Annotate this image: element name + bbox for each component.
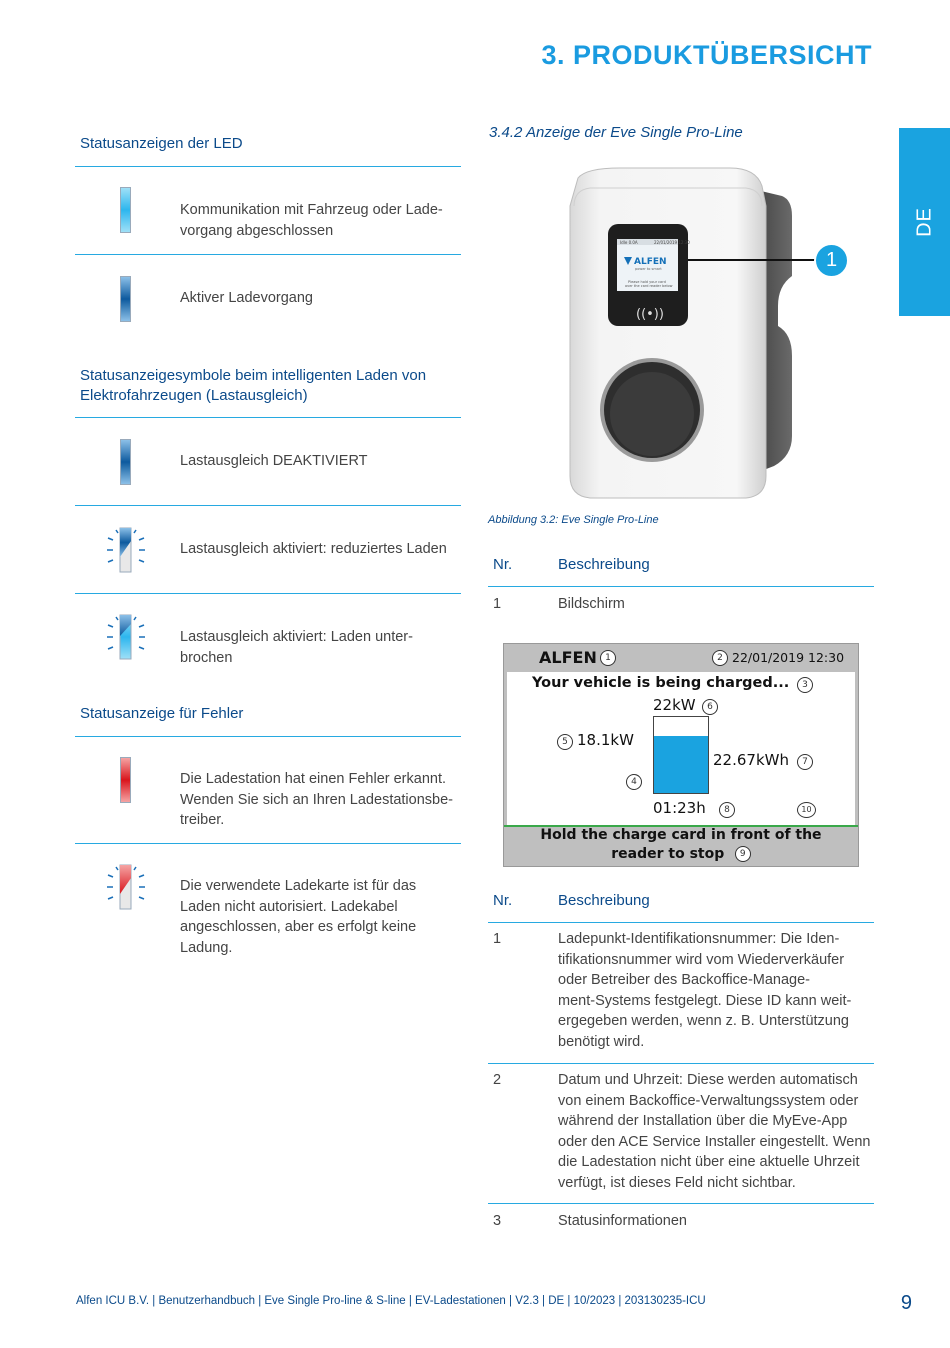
led-blink-interrupted-icon: [104, 614, 148, 660]
device-top-right: 22/01/2019 12:30: [654, 240, 690, 245]
table2-row-desc: Ladepunkt-Identifikationsnummer: Die Iden- tifikationsnummer wird vom Wiederverkäufer oder Betreiber des Backoffice-Manage- ment-Systems festgelegt. Diese ID kann weit- ergegeben werden, wenn z. B. Unterstützung benötigt wird.: [558, 931, 852, 1050]
table2-row-nr: 2: [493, 1072, 502, 1088]
screen-time: 01:23h: [653, 799, 706, 817]
screen-energy: 22.67kWh: [713, 751, 789, 769]
screen-footer-line1: Hold the charge card in front of the: [540, 827, 822, 843]
smart-row-text: Lastausgleich DEAKTIVIERT: [180, 453, 368, 469]
device-top-left: Idle 0.0A: [620, 240, 638, 245]
device-brand: ALFEN: [634, 257, 667, 267]
table2-header-desc: Beschreibung: [558, 892, 650, 909]
nfc-icon: ((•)): [636, 307, 664, 322]
screen-footer-line2-row: [504, 845, 858, 863]
screen-footer-line2: reader to stop: [611, 846, 725, 862]
screen-status: Your vehicle is being charged...: [532, 675, 790, 691]
divider: [488, 1203, 874, 1204]
table2-row-desc: Datum und Uhrzeit: Diese werden automatisch von einem Backoffice-Verwaltungssystem oder während der Installation über die MyEve-App oder den ACE Service Installer eingestellt. Wenn die Ladestation nicht über eine aktuelle Uhrzeit verfügt, ist dieses Feld nicht sichtbar.: [558, 1072, 871, 1191]
divider: [75, 254, 461, 255]
error-heading: Statusanzeige für Fehler: [80, 705, 244, 722]
table1-row-desc: Bildschirm: [558, 596, 625, 612]
table2-row-nr: 1: [493, 931, 502, 947]
charger-device-illustration: [560, 166, 850, 506]
led-blue-bar-icon: [120, 439, 131, 485]
led-cyan-bar-icon: [120, 187, 131, 233]
table2-header-nr: Nr.: [493, 892, 513, 909]
led-blink-reduced-icon: [104, 527, 148, 573]
led-blue-bar-icon: [120, 276, 131, 322]
marker-4: 4: [626, 774, 642, 790]
charge-level-fill: [654, 736, 708, 793]
marker-6: 6: [702, 699, 718, 715]
led-heading: Statusanzeigen der LED: [80, 135, 243, 152]
screen-content-area: [507, 672, 855, 826]
smart-charging-heading: Statusanzeigesymbole beim intelligenten Laden von Elektrofahrzeugen (Lastausgleich): [80, 367, 427, 404]
device-screen-line1: Please hold your card: [628, 280, 666, 284]
led-red-bar-icon: [120, 757, 131, 803]
divider: [75, 166, 461, 167]
divider: [488, 1063, 874, 1064]
page-number: 9: [900, 1292, 912, 1314]
error-row-text: Die Ladestation hat einen Fehler erkannt. Wenden Sie sich an Ihren Ladestationsbe- treiber.: [180, 771, 453, 828]
screen-date: 22/01/2019 12:30: [732, 650, 845, 665]
divider: [75, 505, 461, 506]
divider: [488, 922, 874, 923]
error-row-text: Die verwendete Ladekarte ist für das Laden nicht autorisiert. Ladekabel angeschlossen, aber es erfolgt keine Ladung.: [180, 878, 417, 956]
smart-row-text: Lastausgleich aktiviert: reduziertes Laden: [180, 541, 447, 557]
table2-row-nr: 3: [493, 1213, 502, 1229]
device-tagline: power to smart: [635, 267, 662, 271]
section-heading-3-4-2: 3.4.2 Anzeige der Eve Single Pro-Line: [489, 124, 743, 141]
smart-row-text: Lastausgleich aktiviert: Laden unter- brochen: [180, 629, 413, 666]
marker-7: 7: [797, 754, 813, 770]
screen-current: 18.1kW: [577, 731, 634, 749]
language-tab: [899, 128, 950, 316]
marker-3: 3: [797, 677, 813, 693]
divider: [75, 736, 461, 737]
marker-5: 5: [557, 734, 573, 750]
divider: [75, 843, 461, 844]
marker-10: 10: [797, 802, 816, 818]
table2-row-desc: Statusinformationen: [558, 1213, 687, 1229]
table1-row-nr: 1: [493, 596, 502, 612]
divider: [75, 593, 461, 594]
divider: [488, 586, 874, 587]
screen-power: 22kW: [653, 696, 696, 714]
marker-9: 9: [735, 846, 751, 862]
marker-8: 8: [719, 802, 735, 818]
page-title: 3. PRODUKTÜBERSICHT: [541, 40, 872, 70]
marker-1: 1: [600, 650, 616, 666]
table1-header-desc: Beschreibung: [558, 556, 650, 573]
led-row-text: Kommunikation mit Fahrzeug oder Lade- vorgang abgeschlossen: [180, 202, 443, 239]
charge-level-bar: [653, 716, 709, 794]
device-screen-line2: over the card reader below: [625, 284, 673, 288]
language-label: DE: [913, 207, 935, 237]
page-footer: Alfen ICU B.V. | Benutzerhandbuch | Eve Single Pro-line & S-line | EV-Ladestationen | V2.3 | DE | 10/2023 | 203130235-ICU: [76, 1295, 706, 1307]
table1-header-nr: Nr.: [493, 556, 513, 573]
led-blink-error-icon: [104, 864, 148, 910]
callout-1-badge: 1: [814, 243, 849, 278]
screen-brand: ALFEN: [539, 648, 597, 667]
charger-screen-diagram: [503, 643, 859, 867]
marker-2: 2: [712, 650, 728, 666]
divider: [75, 417, 461, 418]
figure-caption: Abbildung 3.2: Eve Single Pro-Line: [488, 514, 659, 526]
led-row-text: Aktiver Ladevorgang: [180, 290, 313, 306]
